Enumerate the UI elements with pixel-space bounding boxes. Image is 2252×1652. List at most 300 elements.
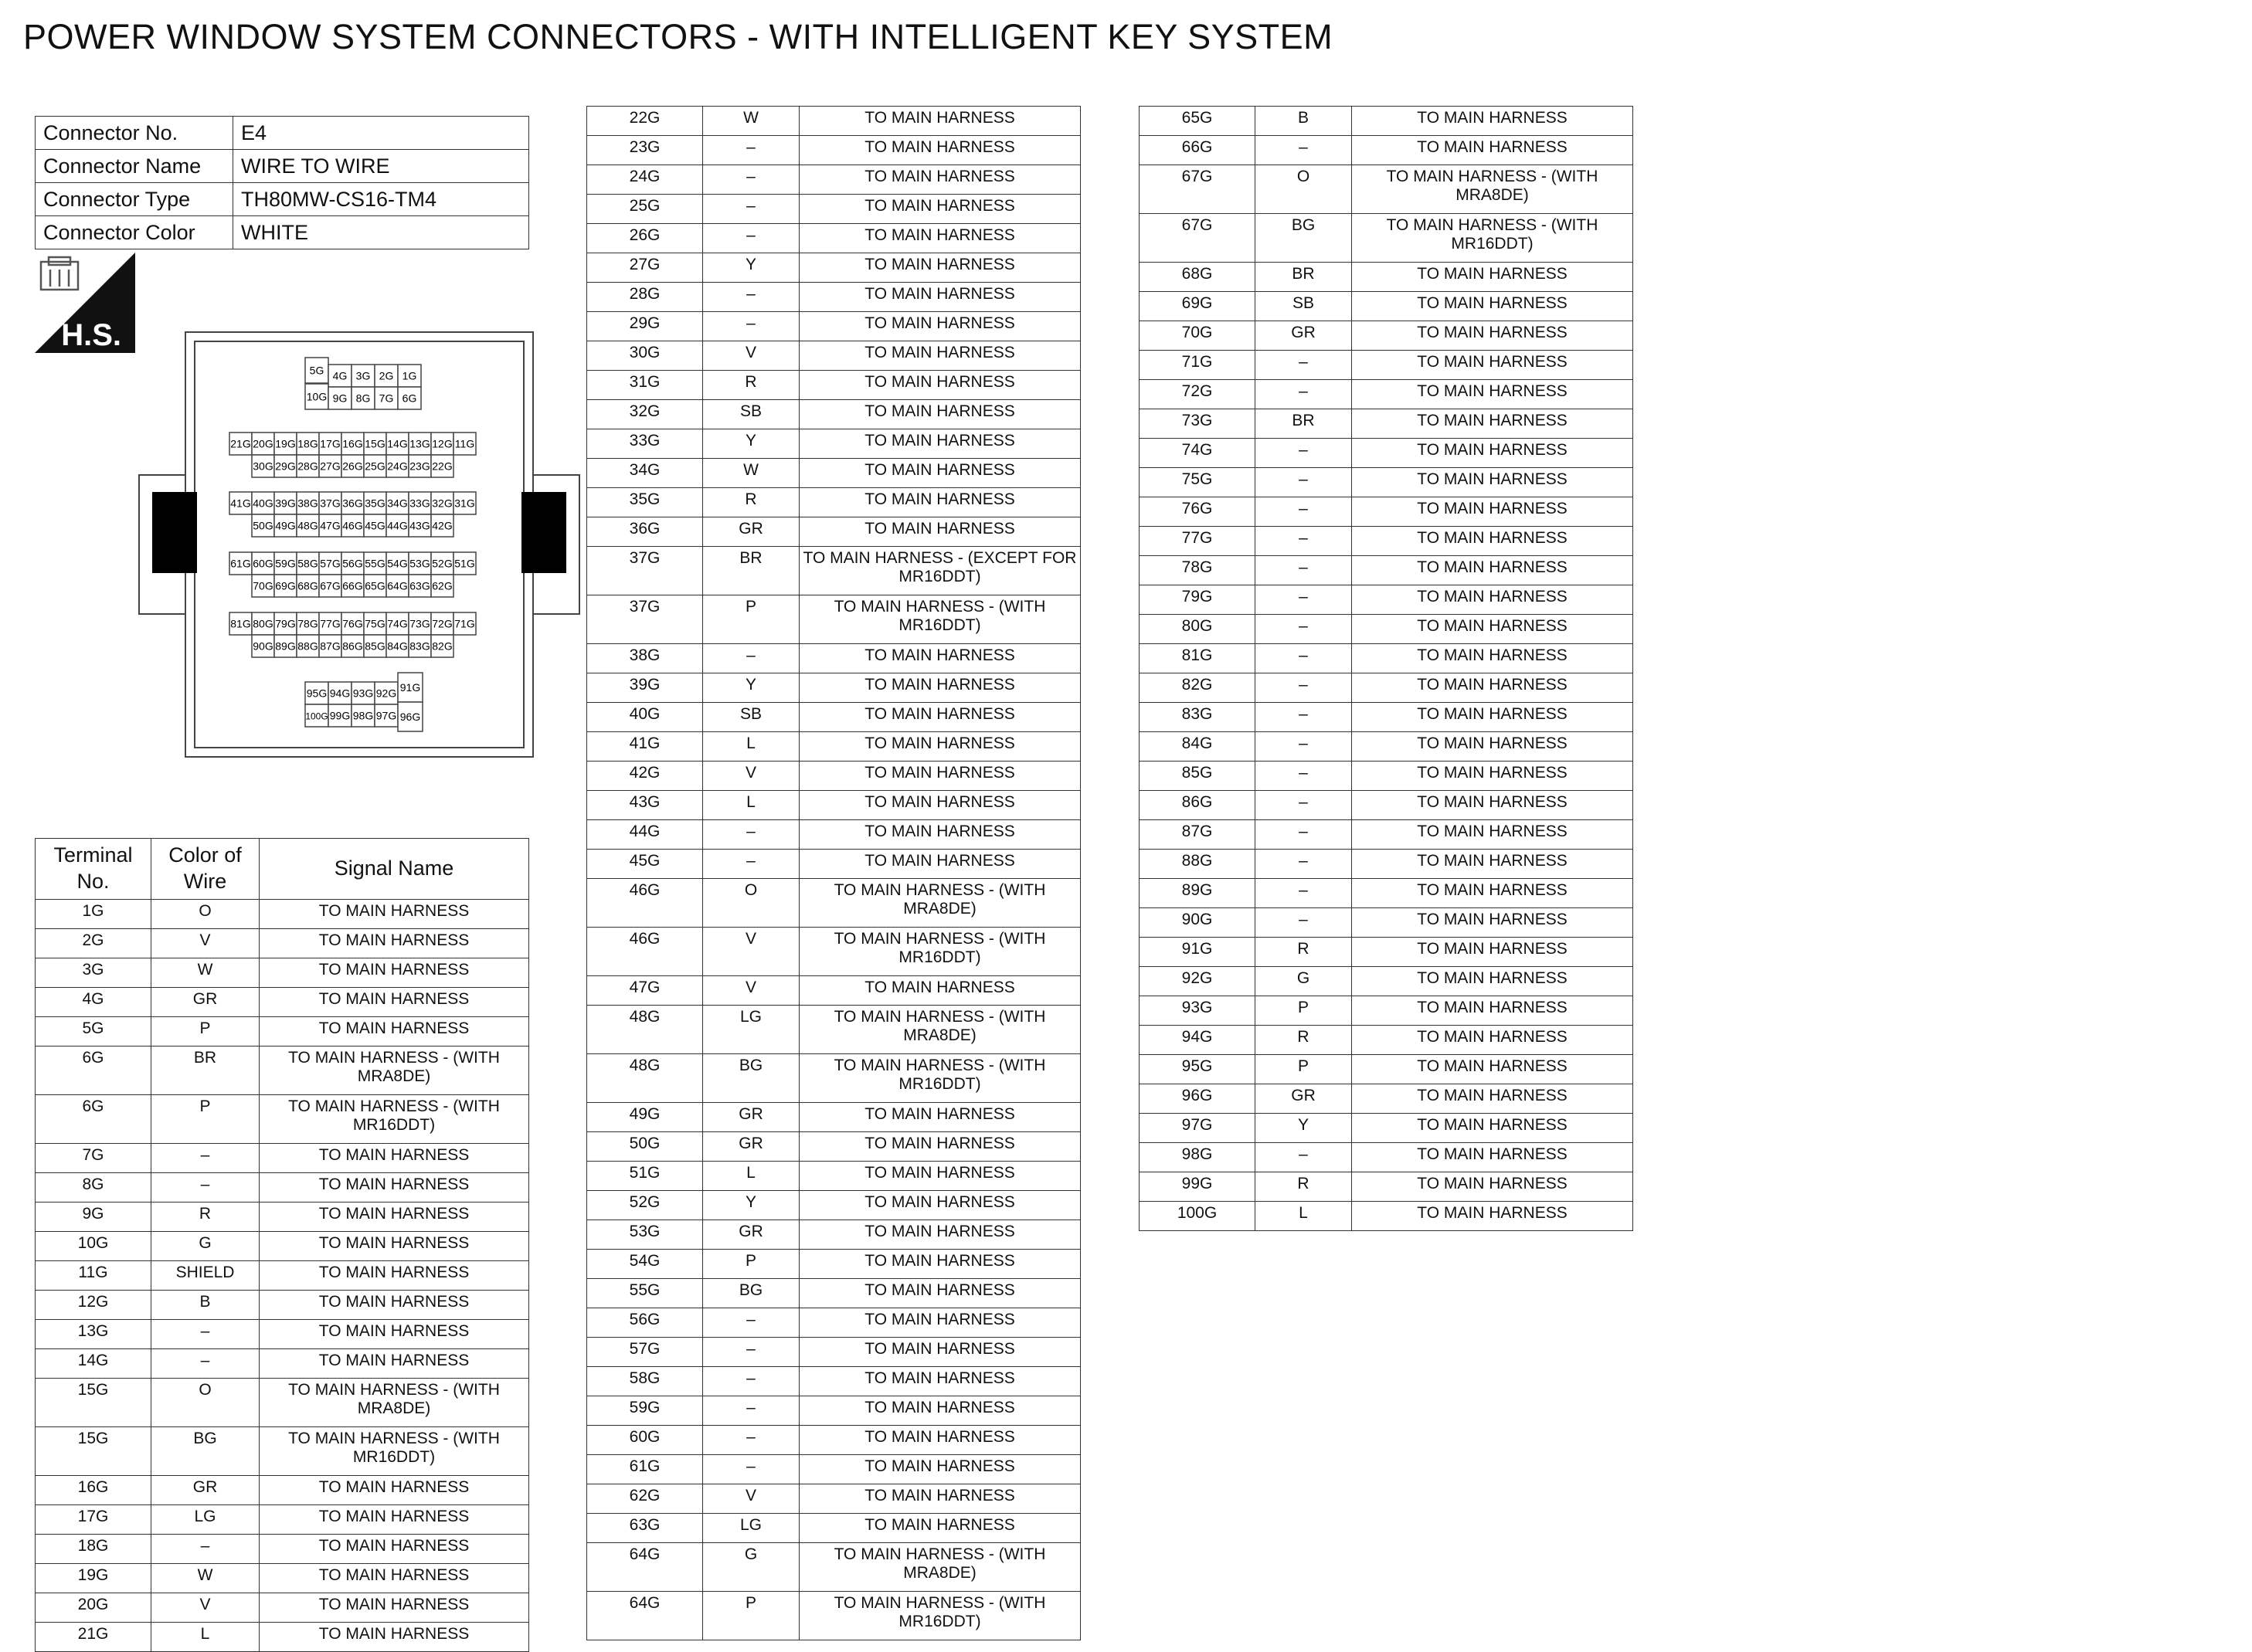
terminal-number-label: 76G: [342, 617, 363, 630]
wire-color-cell: O: [151, 1379, 260, 1427]
wire-color-cell: W: [151, 958, 260, 988]
terminal-cell: 41G: [587, 732, 703, 762]
wire-color-cell: Y: [1255, 1114, 1352, 1143]
signal-name-cell: TO MAIN HARNESS: [800, 459, 1081, 488]
terminal-number-label: 7G: [379, 392, 394, 405]
signal-name-cell: TO MAIN HARNESS: [800, 703, 1081, 732]
wire-color-cell: L: [703, 791, 800, 820]
signal-name-cell: TO MAIN HARNESS: [1352, 380, 1633, 409]
signal-name-cell: TO MAIN HARNESS: [260, 1593, 529, 1623]
wire-color-cell: –: [703, 644, 800, 673]
table-row: [36, 1173, 529, 1203]
terminal-table-2: [586, 106, 1081, 1640]
signal-name-cell: TO MAIN HARNESS: [260, 929, 529, 958]
terminal-number-label: 40G: [253, 497, 273, 510]
terminal-cell: 13G: [36, 1320, 151, 1349]
wire-color-cell: –: [703, 1396, 800, 1426]
terminal-number-label: 72G: [432, 617, 453, 630]
signal-name-cell: TO MAIN HARNESS - (WITH MR16DDT): [260, 1095, 529, 1144]
terminal-cell: 59G: [587, 1396, 703, 1426]
terminal-number-label: 26G: [342, 460, 363, 473]
terminal-cell: 67G: [1140, 214, 1255, 263]
table-row: [36, 1291, 529, 1320]
signal-name-cell: TO MAIN HARNESS: [1352, 820, 1633, 850]
wire-color-cell: –: [1255, 556, 1352, 585]
table-row: [587, 547, 1081, 595]
terminal-number-label: 27G: [320, 460, 341, 473]
terminal-cell: 34G: [587, 459, 703, 488]
wire-color-cell: V: [703, 1484, 800, 1514]
terminal-cell: 31G: [587, 371, 703, 400]
wire-color-cell: –: [1255, 908, 1352, 938]
terminal-number-label: 51G: [454, 557, 475, 570]
terminal-cell: 48G: [587, 1006, 703, 1054]
terminal-cell: 36G: [587, 517, 703, 547]
wire-color-cell: –: [1255, 468, 1352, 497]
terminal-cell: 80G: [1140, 615, 1255, 644]
signal-name-cell: TO MAIN HARNESS: [800, 762, 1081, 791]
terminal-number-label: 5G: [309, 364, 324, 377]
terminal-cell: 98G: [1140, 1143, 1255, 1172]
wire-color-cell: BG: [1255, 214, 1352, 263]
signal-name-cell: TO MAIN HARNESS: [800, 1338, 1081, 1367]
wire-color-cell: P: [703, 595, 800, 644]
wire-color-cell: GR: [703, 1132, 800, 1162]
wire-color-cell: P: [151, 1017, 260, 1046]
terminal-cell: 38G: [587, 644, 703, 673]
terminal-cell: 6G: [36, 1046, 151, 1095]
table-row: [587, 1132, 1081, 1162]
wire-color-cell: –: [1255, 351, 1352, 380]
table-row: [587, 1455, 1081, 1484]
table-row: [36, 1427, 529, 1476]
terminal-cell: 37G: [587, 595, 703, 644]
terminal-cell: 87G: [1140, 820, 1255, 850]
wire-color-cell: P: [151, 1095, 260, 1144]
signal-name-cell: TO MAIN HARNESS: [800, 1396, 1081, 1426]
table-row: [587, 1006, 1081, 1054]
wire-color-cell: –: [151, 1349, 260, 1379]
signal-name-cell: TO MAIN HARNESS: [1352, 468, 1633, 497]
terminal-cell: 16G: [36, 1476, 151, 1505]
terminal-number-label: 52G: [432, 557, 453, 570]
table-row: [1140, 967, 1633, 996]
wire-color-cell: GR: [703, 1220, 800, 1250]
signal-name-cell: TO MAIN HARNESS: [800, 1191, 1081, 1220]
terminal-cell: 30G: [587, 341, 703, 371]
wire-color-cell: GR: [1255, 321, 1352, 351]
terminal-cell: 64G: [587, 1592, 703, 1640]
signal-name-cell: TO MAIN HARNESS: [800, 107, 1081, 136]
table-row: [1140, 380, 1633, 409]
info-value: TH80MW-CS16-TM4: [233, 183, 529, 216]
terminal-cell: 2G: [36, 929, 151, 958]
wire-color-cell: BG: [703, 1054, 800, 1103]
terminal-cell: 68G: [1140, 263, 1255, 292]
wire-color-cell: R: [703, 371, 800, 400]
terminal-number-label: 96G: [399, 711, 421, 723]
connector-face-diagram: [135, 328, 583, 761]
terminal-number-label: 95G: [306, 687, 328, 700]
table-row: [587, 429, 1081, 459]
wire-color-cell: SB: [1255, 292, 1352, 321]
table-row: [587, 879, 1081, 928]
connector-type-row: [36, 183, 529, 216]
terminal-number-label: 100G: [305, 711, 328, 722]
terminal-number-label: 47G: [320, 519, 341, 532]
signal-name-cell: TO MAIN HARNESS: [1352, 263, 1633, 292]
signal-name-cell: TO MAIN HARNESS: [1352, 703, 1633, 732]
terminal-cell: 100G: [1140, 1202, 1255, 1231]
terminal-number-label: 16G: [342, 437, 363, 450]
table-row: [587, 1543, 1081, 1592]
wire-color-cell: –: [1255, 136, 1352, 165]
terminal-number-label: 70G: [253, 579, 273, 592]
signal-name-cell: TO MAIN HARNESS: [800, 195, 1081, 224]
terminal-table-3: [1139, 106, 1633, 1231]
table-row: [36, 1261, 529, 1291]
table-row: [36, 1349, 529, 1379]
terminal-number-label: 12G: [432, 437, 453, 450]
wire-color-cell: –: [1255, 879, 1352, 908]
terminal-cell: 29G: [587, 312, 703, 341]
wire-color-cell: V: [703, 928, 800, 976]
terminal-cell: 37G: [587, 547, 703, 595]
terminal-number-label: 36G: [342, 497, 363, 510]
terminal-number-label: 20G: [253, 437, 273, 450]
terminal-cell: 35G: [587, 488, 703, 517]
table-row: [36, 929, 529, 958]
terminal-cell: 79G: [1140, 585, 1255, 615]
table-row: [1140, 321, 1633, 351]
table-row: [36, 1564, 529, 1593]
signal-name-cell: TO MAIN HARNESS: [800, 673, 1081, 703]
table-row: [36, 1593, 529, 1623]
terminal-number-label: 9G: [332, 392, 348, 405]
signal-name-cell: TO MAIN HARNESS: [1352, 615, 1633, 644]
terminal-number-label: 24G: [387, 460, 408, 473]
terminal-cell: 96G: [1140, 1084, 1255, 1114]
table-row: [36, 1017, 529, 1046]
wire-color-cell: GR: [151, 1476, 260, 1505]
terminal-cell: 11G: [36, 1261, 151, 1291]
signal-name-cell: TO MAIN HARNESS: [800, 1484, 1081, 1514]
terminal-cell: 7G: [36, 1144, 151, 1173]
signal-name-cell: TO MAIN HARNESS: [800, 253, 1081, 283]
table-row: [587, 165, 1081, 195]
terminal-cell: 81G: [1140, 644, 1255, 673]
table-row: [587, 107, 1081, 136]
table-row: [36, 1505, 529, 1535]
terminal-number-label: 94G: [329, 687, 351, 700]
terminal-cell: 39G: [587, 673, 703, 703]
wire-color-cell: GR: [703, 1103, 800, 1132]
terminal-cell: 57G: [587, 1338, 703, 1367]
table-row: [587, 1191, 1081, 1220]
wire-color-cell: –: [703, 136, 800, 165]
signal-name-cell: TO MAIN HARNESS: [800, 791, 1081, 820]
terminal-cell: 3G: [36, 958, 151, 988]
signal-name-cell: TO MAIN HARNESS: [800, 644, 1081, 673]
table-row: [587, 1484, 1081, 1514]
table-row: [587, 1054, 1081, 1103]
signal-name-cell: TO MAIN HARNESS: [260, 1173, 529, 1203]
table-row: [587, 488, 1081, 517]
table-row: [587, 371, 1081, 400]
signal-name-cell: TO MAIN HARNESS: [260, 1291, 529, 1320]
info-label: Connector Type: [36, 183, 233, 216]
signal-name-cell: TO MAIN HARNESS: [260, 1203, 529, 1232]
table-header-row: [36, 839, 529, 900]
wire-color-cell: –: [703, 1338, 800, 1367]
signal-name-cell: TO MAIN HARNESS - (WITH MR16DDT): [800, 1054, 1081, 1103]
wire-color-cell: P: [1255, 1055, 1352, 1084]
wire-color-cell: –: [703, 195, 800, 224]
table-row: [1140, 107, 1633, 136]
terminal-cell: 97G: [1140, 1114, 1255, 1143]
wire-color-cell: L: [1255, 1202, 1352, 1231]
wire-color-cell: –: [1255, 703, 1352, 732]
signal-name-cell: TO MAIN HARNESS: [800, 1250, 1081, 1279]
signal-name-cell: TO MAIN HARNESS: [800, 224, 1081, 253]
wire-color-cell: –: [703, 224, 800, 253]
table-row: [587, 1308, 1081, 1338]
signal-name-cell: TO MAIN HARNESS: [1352, 527, 1633, 556]
table-row: [587, 341, 1081, 371]
info-label: Connector No.: [36, 117, 233, 150]
table-row: [1140, 351, 1633, 380]
signal-name-cell: TO MAIN HARNESS: [260, 1535, 529, 1564]
signal-name-cell: TO MAIN HARNESS: [1352, 107, 1633, 136]
signal-name-cell: TO MAIN HARNESS: [800, 1132, 1081, 1162]
wire-color-cell: GR: [151, 988, 260, 1017]
terminal-number-label: 90G: [253, 639, 273, 653]
wire-color-cell: BR: [1255, 409, 1352, 439]
terminal-number-label: 22G: [432, 460, 453, 473]
signal-name-cell: TO MAIN HARNESS: [800, 429, 1081, 459]
table-row: [1140, 850, 1633, 879]
terminal-number-label: 85G: [365, 639, 386, 653]
wire-color-cell: SB: [703, 703, 800, 732]
signal-name-cell: TO MAIN HARNESS - (WITH MRA8DE): [260, 1379, 529, 1427]
terminal-number-label: 3G: [355, 369, 371, 382]
terminal-number-label: 65G: [365, 579, 386, 592]
signal-name-cell: TO MAIN HARNESS: [1352, 967, 1633, 996]
terminal-cell: 75G: [1140, 468, 1255, 497]
signal-name-cell: TO MAIN HARNESS - (WITH MR16DDT): [800, 1592, 1081, 1640]
wire-color-cell: Y: [703, 253, 800, 283]
table-row: [587, 1592, 1081, 1640]
table-row: [1140, 527, 1633, 556]
signal-name-cell: TO MAIN HARNESS: [260, 1623, 529, 1652]
wire-color-cell: –: [1255, 791, 1352, 820]
info-label: Connector Name: [36, 150, 233, 183]
terminal-number-label: 11G: [454, 437, 475, 450]
terminal-number-label: 30G: [253, 460, 273, 473]
signal-name-cell: TO MAIN HARNESS: [1352, 850, 1633, 879]
terminal-number-label: 39G: [275, 497, 296, 510]
signal-name-cell: TO MAIN HARNESS: [1352, 585, 1633, 615]
terminal-cell: 66G: [1140, 136, 1255, 165]
table-row: [1140, 820, 1633, 850]
connector-number-row: [36, 117, 529, 150]
terminal-cell: 10G: [36, 1232, 151, 1261]
signal-name-cell: TO MAIN HARNESS - (WITH MR16DDT): [1352, 214, 1633, 263]
terminal-cell: 25G: [587, 195, 703, 224]
wire-color-cell: –: [1255, 850, 1352, 879]
terminal-cell: 9G: [36, 1203, 151, 1232]
signal-name-cell: TO MAIN HARNESS: [800, 976, 1081, 1006]
table-row: [587, 703, 1081, 732]
terminal-number-label: 58G: [297, 557, 318, 570]
terminal-number-label: 60G: [253, 557, 273, 570]
terminal-number-label: 92G: [375, 687, 397, 700]
wire-color-cell: –: [151, 1535, 260, 1564]
wire-color-cell: V: [151, 1593, 260, 1623]
terminal-number-label: 54G: [387, 557, 408, 570]
terminal-number-label: 63G: [409, 579, 430, 592]
terminal-cell: 61G: [587, 1455, 703, 1484]
wire-color-cell: –: [1255, 820, 1352, 850]
terminal-number-label: 89G: [275, 639, 296, 653]
signal-name-cell: TO MAIN HARNESS: [800, 1220, 1081, 1250]
wire-color-cell: BG: [151, 1427, 260, 1476]
terminal-number-label: 13G: [409, 437, 430, 450]
terminal-cell: 40G: [587, 703, 703, 732]
terminal-number-label: 73G: [409, 617, 430, 630]
table-row: [1140, 497, 1633, 527]
wire-color-cell: –: [703, 1426, 800, 1455]
signal-name-cell: TO MAIN HARNESS: [1352, 1172, 1633, 1202]
table-row: [587, 312, 1081, 341]
terminal-number-label: 77G: [320, 617, 341, 630]
table-row: [1140, 908, 1633, 938]
terminal-cell: 91G: [1140, 938, 1255, 967]
table-row: [36, 958, 529, 988]
terminal-number-label: 69G: [275, 579, 296, 592]
signal-name-cell: TO MAIN HARNESS: [800, 1514, 1081, 1543]
signal-name-cell: TO MAIN HARNESS: [260, 1232, 529, 1261]
table-row: [36, 988, 529, 1017]
terminal-number-label: 53G: [409, 557, 430, 570]
terminal-cell: 15G: [36, 1427, 151, 1476]
table-row: [1140, 165, 1633, 214]
signal-name-cell: TO MAIN HARNESS: [1352, 136, 1633, 165]
table-row: [587, 224, 1081, 253]
table-row: [36, 1144, 529, 1173]
wire-color-cell: V: [703, 976, 800, 1006]
wire-color-cell: –: [703, 1308, 800, 1338]
terminal-cell: 88G: [1140, 850, 1255, 879]
signal-name-cell: TO MAIN HARNESS: [800, 136, 1081, 165]
table-row: [587, 644, 1081, 673]
terminal-number-label: 93G: [352, 687, 374, 700]
table-row: [1140, 263, 1633, 292]
table-row: [587, 595, 1081, 644]
wire-color-cell: –: [1255, 762, 1352, 791]
wire-color-cell: V: [703, 762, 800, 791]
wire-color-cell: V: [703, 341, 800, 371]
table-row: [587, 1396, 1081, 1426]
signal-name-cell: TO MAIN HARNESS: [800, 1162, 1081, 1191]
table-row: [587, 1279, 1081, 1308]
connector-info-table: [35, 116, 529, 249]
terminal-cell: 65G: [1140, 107, 1255, 136]
terminal-cell: 46G: [587, 879, 703, 928]
terminal-number-label: 97G: [375, 709, 397, 722]
terminal-cell: 89G: [1140, 879, 1255, 908]
terminal-number-label: 56G: [342, 557, 363, 570]
signal-name-cell: TO MAIN HARNESS: [1352, 497, 1633, 527]
wire-color-cell: GR: [1255, 1084, 1352, 1114]
terminal-cell: 86G: [1140, 791, 1255, 820]
wire-color-cell: –: [151, 1173, 260, 1203]
wire-color-cell: LG: [151, 1505, 260, 1535]
wire-color-cell: R: [1255, 1026, 1352, 1055]
signal-name-cell: TO MAIN HARNESS: [800, 732, 1081, 762]
wire-color-cell: G: [151, 1232, 260, 1261]
wire-color-cell: LG: [703, 1514, 800, 1543]
terminal-cell: 58G: [587, 1367, 703, 1396]
terminal-cell: 1G: [36, 900, 151, 929]
table-row: [587, 1338, 1081, 1367]
table-row: [587, 1250, 1081, 1279]
terminal-cell: 77G: [1140, 527, 1255, 556]
wire-color-cell: –: [1255, 732, 1352, 762]
terminal-number-label: 17G: [320, 437, 341, 450]
terminal-table-1: [35, 838, 529, 1652]
table-row: [587, 1367, 1081, 1396]
wire-color-cell: W: [703, 459, 800, 488]
terminal-number-label: 83G: [409, 639, 430, 653]
terminal-cell: 70G: [1140, 321, 1255, 351]
table-row: [1140, 996, 1633, 1026]
wire-color-cell: SB: [703, 400, 800, 429]
terminal-number-label: 62G: [432, 579, 453, 592]
wire-color-cell: –: [1255, 673, 1352, 703]
signal-name-cell: TO MAIN HARNESS: [1352, 1026, 1633, 1055]
terminal-cell: 53G: [587, 1220, 703, 1250]
wire-color-cell: L: [703, 1162, 800, 1191]
wire-color-cell: GR: [703, 517, 800, 547]
terminal-header: Terminal No.: [36, 839, 151, 900]
wire-color-cell: LG: [703, 1006, 800, 1054]
terminal-cell: 92G: [1140, 967, 1255, 996]
terminal-cell: 54G: [587, 1250, 703, 1279]
terminal-number-label: 25G: [365, 460, 386, 473]
signal-name-cell: TO MAIN HARNESS - (EXCEPT FOR MR16DDT): [800, 547, 1081, 595]
table-row: [36, 1046, 529, 1095]
table-row: [1140, 409, 1633, 439]
terminal-number-label: 48G: [297, 519, 318, 532]
wire-color-cell: L: [151, 1623, 260, 1652]
table-row: [1140, 1055, 1633, 1084]
signal-name-cell: TO MAIN HARNESS: [260, 1017, 529, 1046]
wire-color-cell: –: [151, 1144, 260, 1173]
wire-color-cell: –: [703, 283, 800, 312]
terminal-cell: 45G: [587, 850, 703, 879]
terminal-cell: 48G: [587, 1054, 703, 1103]
signal-name-cell: TO MAIN HARNESS - (WITH MRA8DE): [800, 879, 1081, 928]
table-row: [587, 791, 1081, 820]
table-row: [36, 1232, 529, 1261]
wire-color-cell: B: [1255, 107, 1352, 136]
wire-color-cell: –: [1255, 497, 1352, 527]
wire-color-cell: R: [1255, 938, 1352, 967]
table-row: [587, 1426, 1081, 1455]
terminal-number-label: 82G: [432, 639, 453, 653]
terminal-number-label: 81G: [230, 617, 251, 630]
